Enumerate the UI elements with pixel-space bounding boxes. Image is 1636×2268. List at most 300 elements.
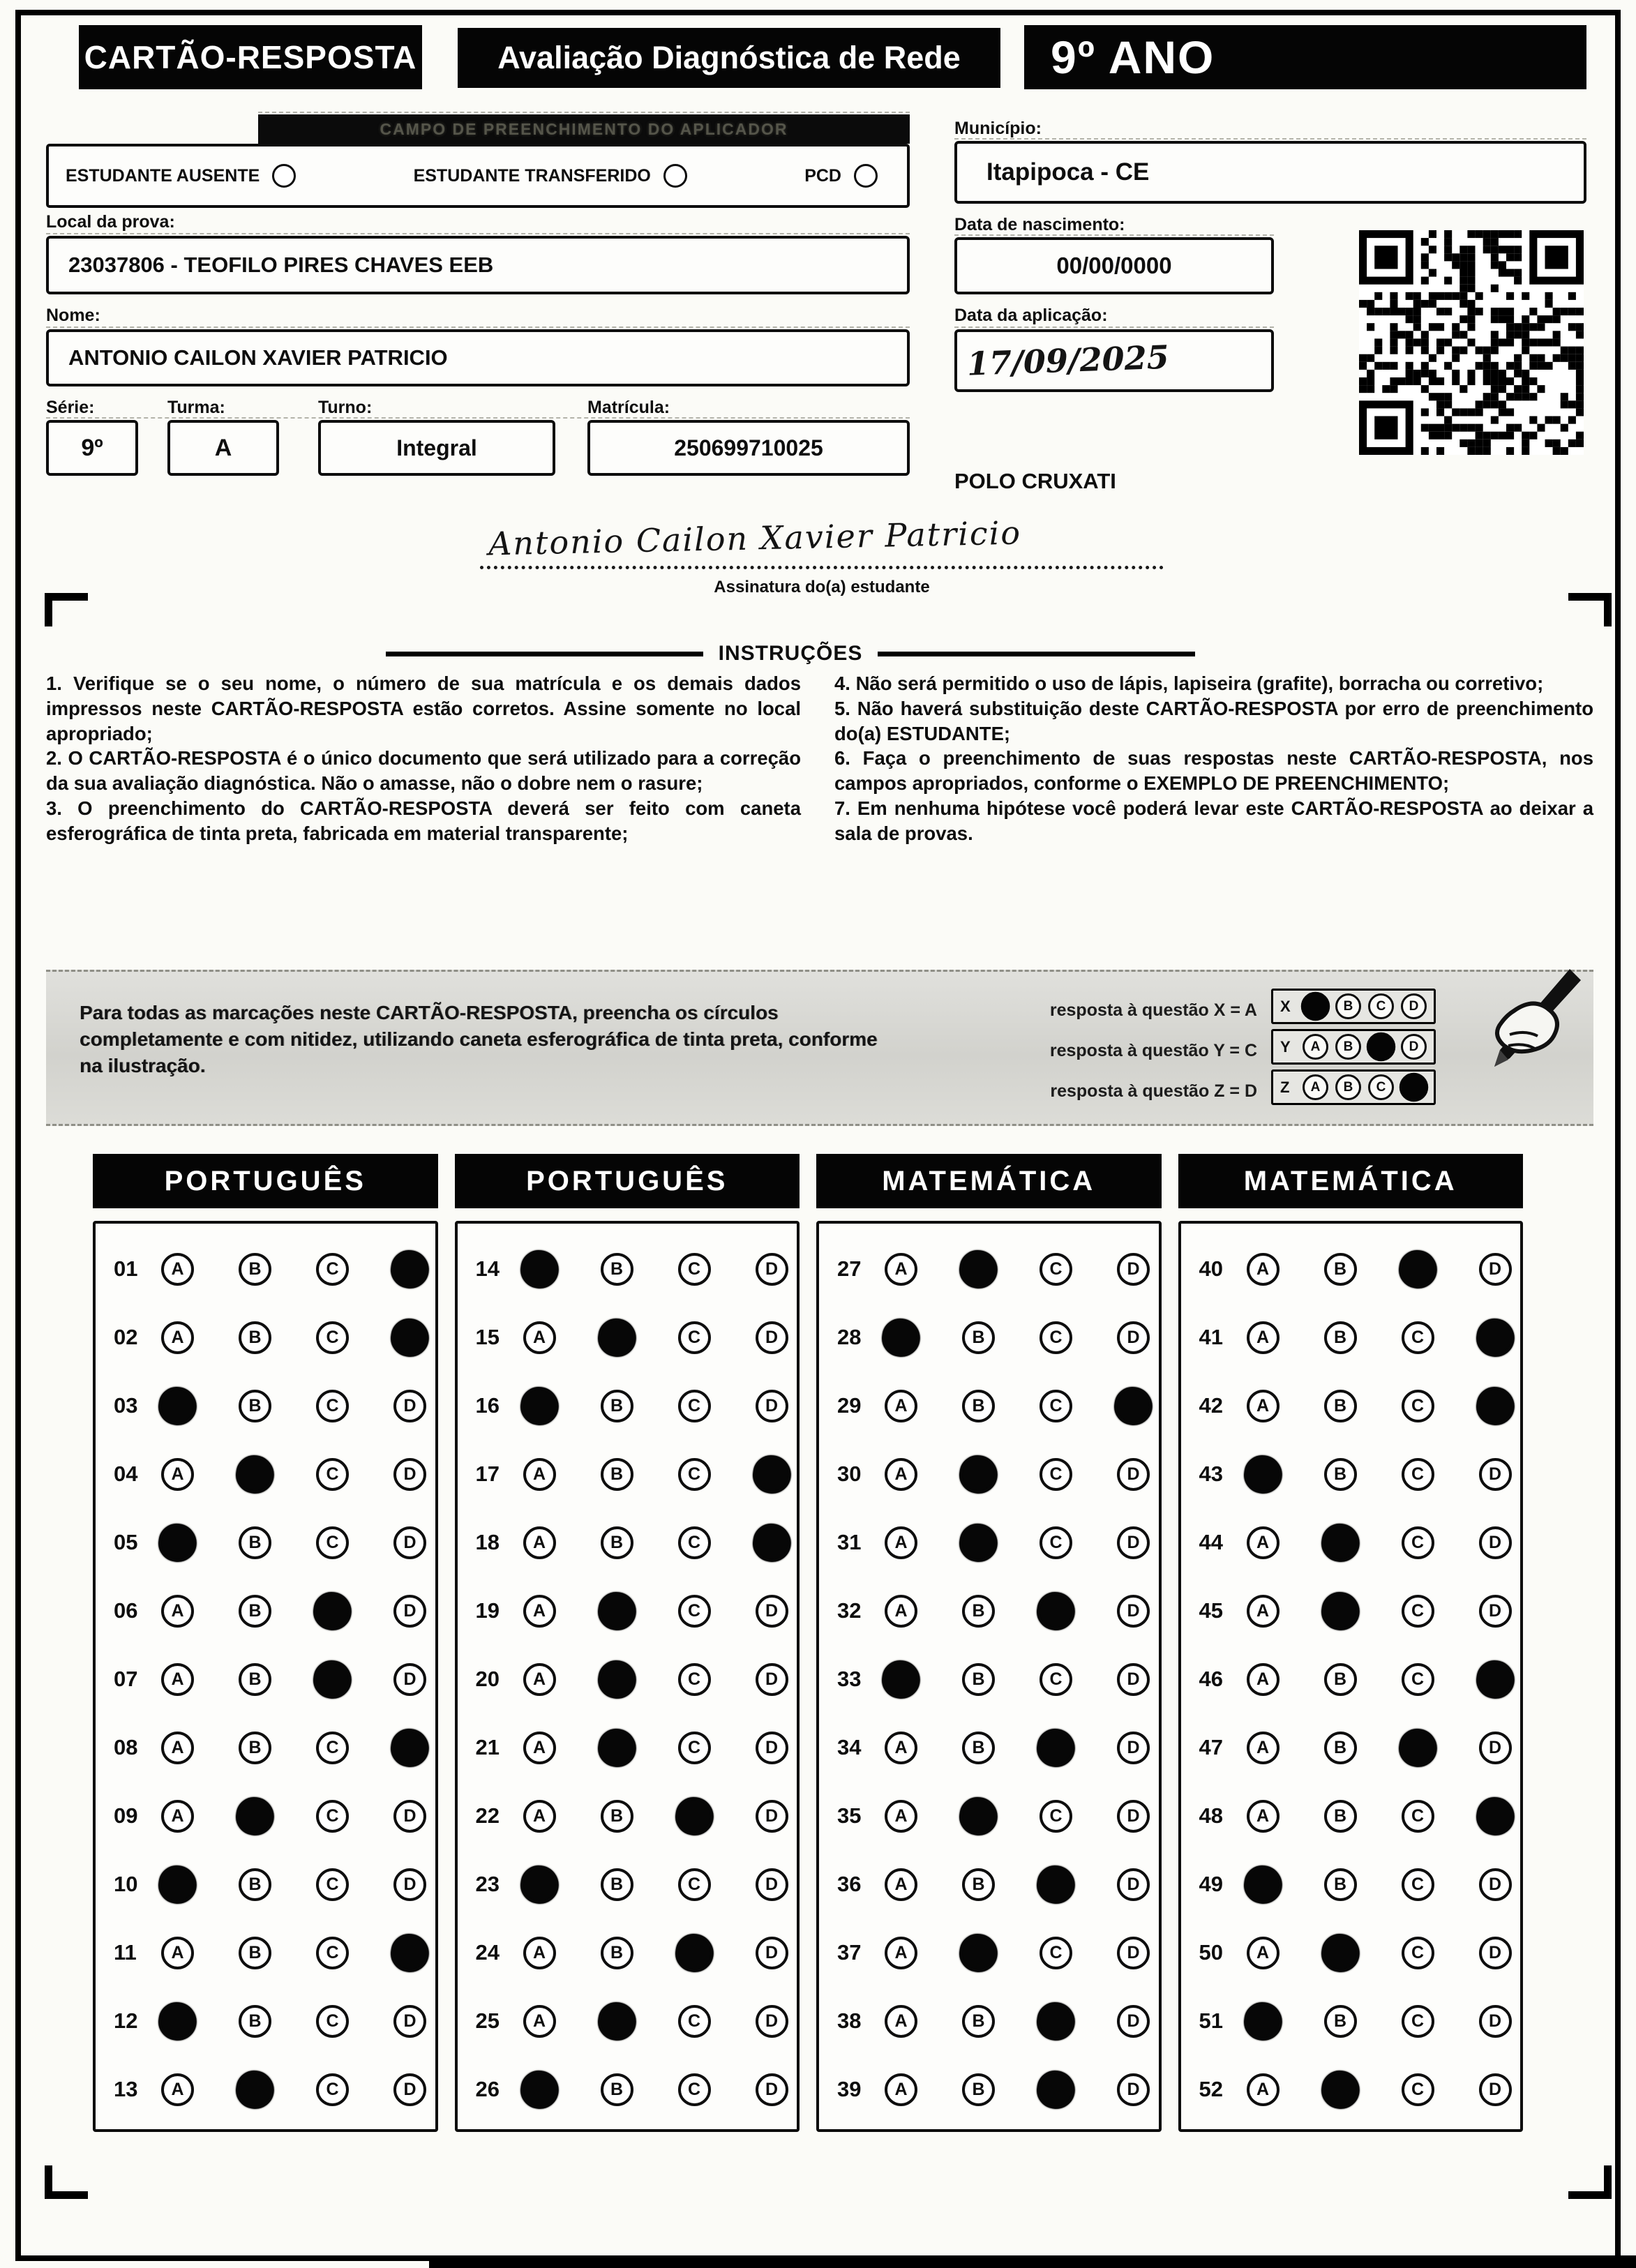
question-number: 45 [1199, 1598, 1223, 1623]
bubble-B[interactable] [957, 1794, 1000, 1838]
bubble-D[interactable]: D [756, 1732, 788, 1764]
bubble-B[interactable]: B [1324, 1253, 1357, 1286]
bubble-B[interactable]: B [601, 1800, 633, 1833]
instructions-header [386, 642, 1195, 666]
bubble-A[interactable]: A [1247, 1595, 1279, 1628]
fill-example-text: Para todas as marcações neste CARTÃO-RESPOSTA, preencha os círculos completamente e com nitidez, utilizando caneta esferográfica de tinta preta, conforme na ilustração. [80, 1002, 878, 1076]
bubble-D[interactable]: D [756, 1800, 788, 1833]
answers-box [816, 1221, 1162, 2132]
bubble-B[interactable]: B [1324, 1868, 1357, 1901]
bubble-B[interactable] [595, 1316, 638, 1359]
bubble-C[interactable]: C [1402, 2005, 1434, 2038]
bubble-C[interactable]: C [316, 1526, 349, 1559]
bubble-D[interactable] [750, 1521, 793, 1564]
bubble-B[interactable] [957, 1931, 1000, 1974]
bubble-C[interactable]: C [678, 1732, 711, 1764]
legend-line: resposta à questão X = A [1049, 1000, 1257, 1020]
bubble-D[interactable]: D [756, 1390, 788, 1422]
bubble-A[interactable]: A [523, 1937, 556, 1969]
question-number: 11 [114, 1940, 137, 1965]
bubble-A[interactable]: A [161, 1321, 194, 1354]
bubble-C[interactable]: C [678, 1253, 711, 1286]
bubble-B[interactable]: B [239, 1253, 271, 1286]
bubble-A[interactable]: A [885, 1732, 917, 1764]
bubble-C[interactable]: C [678, 1321, 711, 1354]
bubble-D[interactable]: D [1117, 1458, 1150, 1491]
question-number: 51 [1199, 2008, 1223, 2033]
question-number: 10 [114, 1872, 138, 1896]
bubble-A[interactable] [156, 1863, 200, 1906]
bubble-C[interactable]: C [1402, 1526, 1434, 1559]
question-number: 01 [114, 1256, 138, 1281]
bubble-D[interactable]: D [1117, 1937, 1150, 1969]
question-number: 42 [1199, 1393, 1223, 1418]
bubble-B[interactable]: B [239, 1595, 271, 1628]
bubble-A[interactable]: A [1247, 1253, 1279, 1286]
aplicacao-value-box [954, 329, 1274, 392]
question-row-22 [476, 1782, 797, 1850]
question-row-15 [476, 1303, 797, 1372]
turma-value: A [167, 420, 279, 476]
question-number: 41 [1199, 1325, 1223, 1349]
bubble-D[interactable]: D [1117, 2005, 1150, 2038]
bubble-D[interactable]: D [393, 1458, 426, 1491]
bubble-D[interactable]: D [1117, 1595, 1150, 1628]
question-row-29 [837, 1372, 1159, 1440]
bubble-B[interactable]: B [962, 1321, 995, 1354]
bubble-A[interactable]: A [161, 1595, 194, 1628]
question-row-21 [476, 1713, 797, 1782]
question-number: 24 [475, 1940, 500, 1965]
applicator-option-bubble[interactable] [272, 164, 296, 188]
bubble-B[interactable]: B [601, 1458, 633, 1491]
bubble-B[interactable] [1319, 1931, 1362, 1974]
bubble-A[interactable] [518, 1863, 561, 1906]
bubble-B[interactable] [234, 1452, 277, 1496]
bubble-A[interactable]: A [1247, 1732, 1279, 1764]
bubble-C[interactable]: C [1402, 1868, 1434, 1901]
bubble-B[interactable]: B [601, 1937, 633, 1969]
bubble-B[interactable] [595, 1999, 638, 2043]
bubble-B[interactable]: B [962, 2073, 995, 2106]
bubble-C[interactable]: C [316, 2005, 349, 2038]
bubble-D[interactable]: D [1479, 2005, 1512, 2038]
bubble-A[interactable]: A [523, 1526, 556, 1559]
bubble-A[interactable]: A [1247, 2073, 1279, 2106]
bubble-B[interactable] [595, 1589, 638, 1632]
dashed-guide-line [258, 112, 910, 113]
bubble-B[interactable]: B [239, 1937, 271, 1969]
bubble-B[interactable]: B [1324, 1663, 1357, 1696]
bubble-D[interactable] [1473, 1658, 1517, 1701]
bubble-D[interactable]: D [1479, 2073, 1512, 2106]
answers-box [93, 1221, 438, 2132]
bubble-C[interactable]: C [316, 1253, 349, 1286]
instruction-item: 1. Verifique se o seu nome, o número de sua matrícula e os demais dados impressos neste CARTÃO-RESPOSTA estão corretos. Assine somente no local apropriado; [46, 673, 801, 744]
applicator-option-label: ESTUDANTE TRANSFERIDO [413, 165, 651, 186]
bubble-C[interactable] [1035, 2068, 1078, 2111]
bubble-A[interactable] [1241, 1452, 1284, 1496]
bubble-A[interactable] [518, 1247, 561, 1291]
bubble-A[interactable]: A [523, 1458, 556, 1491]
municipio-label: Município: [954, 119, 1042, 138]
question-number: 21 [475, 1735, 500, 1759]
polo-label: POLO CRUXATI [954, 469, 1116, 493]
bubble-C[interactable]: C [1040, 1663, 1072, 1696]
bubble-B[interactable] [1319, 2068, 1362, 2111]
question-row-26 [476, 2055, 797, 2124]
bubble-B[interactable]: B [962, 1595, 995, 1628]
bubble-A[interactable]: A [1247, 1800, 1279, 1833]
bubble-D[interactable] [1473, 1794, 1517, 1838]
bubble-A[interactable]: A [885, 1937, 917, 1969]
bubble-B[interactable]: B [1324, 2005, 1357, 2038]
answers-box [455, 1221, 800, 2132]
bubble-D[interactable]: D [1117, 1526, 1150, 1559]
question-row-20 [476, 1645, 797, 1713]
bubble-D[interactable]: D [1479, 1868, 1512, 1901]
bubble-C[interactable] [1035, 1726, 1078, 1769]
bubble-B[interactable] [595, 1726, 638, 1769]
assessment-title: Avaliação Diagnóstica de Rede [458, 28, 1000, 88]
question-number: 33 [837, 1667, 862, 1691]
bubble-B[interactable]: B [239, 1321, 271, 1354]
question-row-42 [1199, 1372, 1521, 1440]
municipio-value: Itapipoca - CE [954, 141, 1586, 204]
bubble-D[interactable] [389, 1247, 432, 1291]
bubble-B[interactable]: B [239, 1732, 271, 1764]
bubble-A[interactable] [156, 1521, 200, 1564]
bubble-C[interactable]: C [1040, 1526, 1072, 1559]
bubble-A[interactable]: A [523, 1595, 556, 1628]
bubble-C[interactable]: C [316, 2073, 349, 2106]
bubble-A[interactable]: A [885, 1868, 917, 1901]
bubble-D[interactable]: D [1479, 1526, 1512, 1559]
bubble-C[interactable]: C [316, 1937, 349, 1969]
bubble-B[interactable]: B [962, 1663, 995, 1696]
bubble-D[interactable] [1473, 1316, 1517, 1359]
question-row-34 [837, 1713, 1159, 1782]
question-row-31 [837, 1508, 1159, 1577]
hand-with-pen-icon [1436, 968, 1582, 1093]
instruction-item: 3. O preenchimento do CARTÃO-RESPOSTA deverá ser feito com caneta esferográfica de tinta preta, fabricada em material transparente; [46, 797, 801, 844]
bubble-D[interactable]: D [1117, 1800, 1150, 1833]
bottom-black-bar [429, 2255, 1636, 2268]
bubble-C[interactable]: C [316, 1321, 349, 1354]
bubble-C[interactable] [311, 1658, 354, 1701]
example-grid [1271, 989, 1436, 1105]
bubble-D[interactable]: D [756, 1937, 788, 1969]
bubble-A[interactable]: A [885, 1458, 917, 1491]
bubble-A[interactable]: A [1247, 1937, 1279, 1969]
bubble-C[interactable]: C [678, 1458, 711, 1491]
bubble-B[interactable]: B [962, 1732, 995, 1764]
bubble-D[interactable]: D [756, 1595, 788, 1628]
bubble-C[interactable]: C [678, 1526, 711, 1559]
example-bubble-C: C [1368, 1074, 1394, 1100]
bubble-D[interactable]: D [393, 1526, 426, 1559]
bubble-C[interactable] [1396, 1247, 1439, 1291]
bubble-B[interactable]: B [1324, 1458, 1357, 1491]
bubble-C[interactable]: C [316, 1390, 349, 1422]
example-row-label: X [1280, 997, 1291, 1015]
bubble-A[interactable]: A [523, 1732, 556, 1764]
bubble-A[interactable]: A [885, 2073, 917, 2106]
bubble-D[interactable] [389, 1931, 432, 1974]
bubble-B[interactable]: B [601, 1253, 633, 1286]
question-number: 18 [475, 1530, 500, 1554]
bubble-D[interactable]: D [756, 1663, 788, 1696]
bubble-D[interactable]: D [1117, 1868, 1150, 1901]
bubble-C[interactable]: C [678, 2005, 711, 2038]
question-number: 28 [837, 1325, 862, 1349]
example-row-Z [1271, 1069, 1436, 1105]
question-row-33 [837, 1645, 1159, 1713]
bubble-B[interactable]: B [1324, 1390, 1357, 1422]
bubble-C[interactable] [673, 1794, 716, 1838]
bubble-C[interactable]: C [1402, 1663, 1434, 1696]
bubble-C[interactable]: C [316, 1732, 349, 1764]
serie-value: 9º [46, 420, 138, 476]
question-number: 17 [475, 1462, 500, 1486]
bubble-B[interactable] [234, 1794, 277, 1838]
bubble-D[interactable]: D [1479, 1732, 1512, 1764]
bubble-C[interactable]: C [1402, 1321, 1434, 1354]
question-row-46 [1199, 1645, 1521, 1713]
bubble-A[interactable]: A [523, 1663, 556, 1696]
bubble-B[interactable]: B [601, 1390, 633, 1422]
bubble-C[interactable]: C [1040, 1937, 1072, 1969]
bubble-A[interactable]: A [885, 1390, 917, 1422]
bubble-A[interactable]: A [161, 2073, 194, 2106]
bubble-A[interactable]: A [161, 1458, 194, 1491]
question-row-41 [1199, 1303, 1521, 1372]
bubble-A[interactable]: A [1247, 1663, 1279, 1696]
bubble-D[interactable]: D [756, 2005, 788, 2038]
subject-header: MATEMÁTICA [816, 1154, 1162, 1208]
bubble-C[interactable]: C [678, 1663, 711, 1696]
bubble-D[interactable]: D [393, 1390, 426, 1422]
bubble-B[interactable]: B [962, 1390, 995, 1422]
instructions-right [834, 671, 1593, 846]
bubble-A[interactable] [518, 1384, 561, 1427]
subject-header: PORTUGUÊS [455, 1154, 800, 1208]
bubble-D[interactable]: D [1117, 1321, 1150, 1354]
bubble-A[interactable]: A [523, 1800, 556, 1833]
example-bubble-B: B [1335, 1074, 1361, 1100]
bubble-B[interactable]: B [239, 1390, 271, 1422]
bubble-A[interactable] [1241, 1863, 1284, 1906]
bubble-A[interactable]: A [523, 1321, 556, 1354]
bubble-B[interactable]: B [962, 2005, 995, 2038]
instruction-item: 2. O CARTÃO-RESPOSTA é o único documento que será utilizado para a correção da sua avaliação diagnóstica. Não o amasse, não o dobre nem o rasure; [46, 747, 801, 794]
bubble-C[interactable]: C [1402, 1595, 1434, 1628]
bubble-D[interactable] [389, 1316, 432, 1359]
bubble-A[interactable]: A [885, 1253, 917, 1286]
bubble-C[interactable]: C [1040, 1800, 1072, 1833]
applicator-option-label: ESTUDANTE AUSENTE [66, 165, 260, 186]
question-number: 43 [1199, 1462, 1223, 1486]
bubble-A[interactable]: A [885, 2005, 917, 2038]
bubble-C[interactable]: C [1040, 1321, 1072, 1354]
bubble-D[interactable]: D [756, 1253, 788, 1286]
bubble-B[interactable]: B [239, 2005, 271, 2038]
example-bubble-C [1367, 1032, 1395, 1061]
bubble-C[interactable]: C [1402, 1390, 1434, 1422]
bubble-C[interactable]: C [316, 1868, 349, 1901]
question-number: 37 [837, 1940, 862, 1965]
example-row-X [1271, 989, 1436, 1024]
bubble-C[interactable] [1035, 1863, 1078, 1906]
bubble-D[interactable] [389, 1726, 432, 1769]
bubble-B[interactable]: B [601, 1868, 633, 1901]
dashed-guide-line [954, 326, 1274, 328]
bubble-A[interactable] [880, 1316, 923, 1359]
bubble-A[interactable]: A [1247, 1390, 1279, 1422]
bubble-D[interactable] [750, 1452, 793, 1496]
bubble-B[interactable] [595, 1658, 638, 1701]
question-row-30 [837, 1440, 1159, 1508]
bubble-D[interactable]: D [756, 2073, 788, 2106]
bubble-B[interactable] [957, 1247, 1000, 1291]
bubble-C[interactable]: C [1040, 1253, 1072, 1286]
bubble-C[interactable]: C [1402, 2073, 1434, 2106]
bubble-B[interactable] [1319, 1589, 1362, 1632]
bubble-C[interactable]: C [1402, 1458, 1434, 1491]
bubble-D[interactable]: D [1117, 1253, 1150, 1286]
applicator-option-bubble[interactable] [854, 164, 878, 188]
bubble-A[interactable]: A [161, 1800, 194, 1833]
bubble-B[interactable] [1319, 1521, 1362, 1564]
bubble-C[interactable]: C [1402, 1800, 1434, 1833]
dashed-guide-line [46, 233, 910, 234]
aplicacao-handwritten-date: 17/09/2025 [966, 338, 1170, 383]
bubble-C[interactable]: C [1040, 1390, 1072, 1422]
question-row-52 [1199, 2055, 1521, 2124]
bubble-C[interactable]: C [1402, 1937, 1434, 1969]
bubble-C[interactable] [311, 1589, 354, 1632]
bubble-D[interactable]: D [1479, 1595, 1512, 1628]
bubble-B[interactable]: B [1324, 1800, 1357, 1833]
example-bubble-A: A [1303, 1034, 1328, 1060]
bubble-C[interactable]: C [316, 1458, 349, 1491]
bubble-A[interactable]: A [161, 1937, 194, 1969]
bubble-D[interactable]: D [1117, 2073, 1150, 2106]
bubble-C[interactable] [673, 1931, 716, 1974]
question-row-38 [837, 1987, 1159, 2055]
question-row-16 [476, 1372, 797, 1440]
question-row-32 [837, 1577, 1159, 1645]
bubble-A[interactable] [156, 1384, 200, 1427]
bubble-B[interactable]: B [601, 1526, 633, 1559]
bubble-D[interactable]: D [1117, 1663, 1150, 1696]
bubble-D[interactable]: D [756, 1868, 788, 1901]
question-row-08 [114, 1713, 435, 1782]
question-number: 23 [475, 1872, 500, 1896]
bubble-A[interactable] [880, 1658, 923, 1701]
bubble-B[interactable]: B [601, 2073, 633, 2106]
question-row-19 [476, 1577, 797, 1645]
bubble-C[interactable]: C [1040, 1458, 1072, 1491]
bubble-C[interactable]: C [316, 1800, 349, 1833]
question-number: 34 [837, 1735, 862, 1759]
bubble-A[interactable]: A [1247, 1321, 1279, 1354]
question-number: 48 [1199, 1803, 1223, 1828]
bubble-B[interactable]: B [239, 1663, 271, 1696]
bubble-A[interactable] [1241, 1999, 1284, 2043]
bubble-C[interactable] [1035, 1999, 1078, 2043]
bubble-A[interactable] [156, 1999, 200, 2043]
bubble-D[interactable]: D [393, 1663, 426, 1696]
bubble-D[interactable]: D [1479, 1253, 1512, 1286]
question-number: 36 [837, 1872, 862, 1896]
local-da-prova-value: 23037806 - TEOFILO PIRES CHAVES EEB [46, 236, 910, 294]
applicator-option-bubble[interactable] [663, 164, 687, 188]
question-row-37 [837, 1918, 1159, 1987]
applicator-option-1 [66, 164, 296, 188]
bubble-D[interactable]: D [393, 2073, 426, 2106]
bubble-A[interactable]: A [161, 1732, 194, 1764]
question-number: 47 [1199, 1735, 1223, 1759]
bubble-B[interactable]: B [239, 1526, 271, 1559]
bubble-D[interactable]: D [1117, 1732, 1150, 1764]
bubble-B[interactable]: B [239, 1868, 271, 1901]
bubble-B[interactable] [234, 2068, 277, 2111]
bubble-C[interactable] [1035, 1589, 1078, 1632]
bubble-D[interactable]: D [756, 1321, 788, 1354]
nome-value: ANTONIO CAILON XAVIER PATRICIO [46, 329, 910, 386]
bubble-A[interactable]: A [161, 1663, 194, 1696]
question-number: 44 [1199, 1530, 1223, 1554]
bubble-B[interactable] [957, 1521, 1000, 1564]
bubble-A[interactable]: A [885, 1800, 917, 1833]
question-row-10 [114, 1850, 435, 1918]
question-row-18 [476, 1508, 797, 1577]
question-number: 49 [1199, 1872, 1223, 1896]
bubble-C[interactable]: C [678, 1595, 711, 1628]
bubble-D[interactable]: D [393, 1800, 426, 1833]
bubble-C[interactable]: C [678, 1868, 711, 1901]
question-number: 26 [475, 2077, 500, 2101]
bubble-A[interactable]: A [885, 1526, 917, 1559]
bubble-A[interactable] [518, 2068, 561, 2111]
bubble-A[interactable]: A [1247, 1526, 1279, 1559]
bubble-D[interactable] [1473, 1384, 1517, 1427]
bubble-D[interactable]: D [1479, 1458, 1512, 1491]
turno-value: Integral [318, 420, 555, 476]
bubble-D[interactable] [1112, 1384, 1155, 1427]
bubble-D[interactable]: D [393, 1595, 426, 1628]
bubble-C[interactable]: C [678, 2073, 711, 2106]
dashed-guide-line [954, 138, 1586, 140]
bubble-D[interactable]: D [1479, 1937, 1512, 1969]
bubble-B[interactable] [957, 1452, 1000, 1496]
bubble-A[interactable]: A [161, 1253, 194, 1286]
bubble-C[interactable] [1396, 1726, 1439, 1769]
legend-line: resposta à questão Z = D [1050, 1081, 1257, 1101]
bubble-A[interactable]: A [523, 2005, 556, 2038]
bubble-A[interactable]: A [885, 1595, 917, 1628]
bubble-D[interactable]: D [393, 2005, 426, 2038]
signature-label: Assinatura do(a) estudante [714, 578, 930, 596]
bubble-B[interactable]: B [1324, 1732, 1357, 1764]
bubble-B[interactable]: B [962, 1868, 995, 1901]
question-number: 19 [475, 1598, 500, 1623]
bubble-C[interactable]: C [678, 1390, 711, 1422]
bubble-B[interactable]: B [1324, 1321, 1357, 1354]
question-row-40 [1199, 1235, 1521, 1303]
bubble-D[interactable]: D [393, 1868, 426, 1901]
